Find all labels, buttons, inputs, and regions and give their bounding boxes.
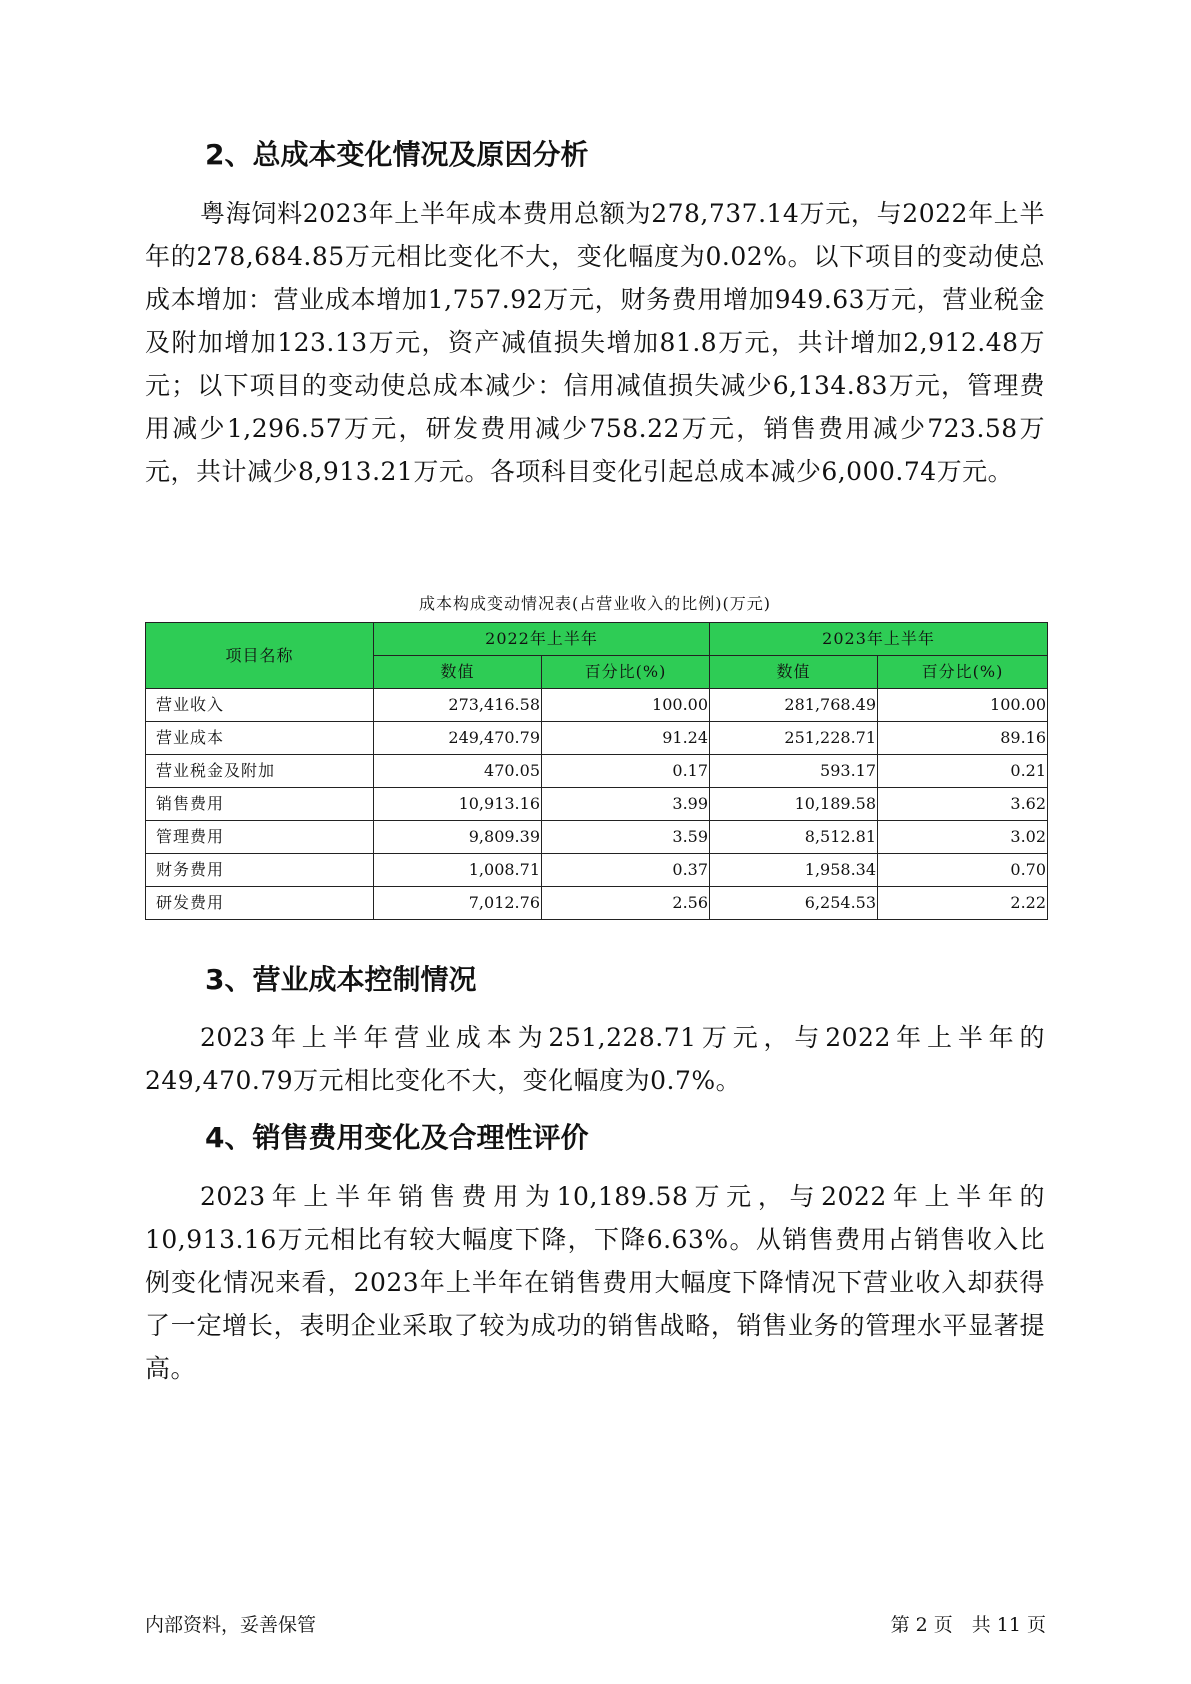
row-value-2023: 593.17 [710,755,878,788]
table-row [146,854,1048,887]
row-value-2023: 8,512.81 [710,821,878,854]
footer-confidential-note: 内部资料，妥善保管 [145,1614,317,1636]
row-name: 研发费用 [146,887,374,920]
table-row [146,689,1048,722]
row-pct-2022: 0.37 [542,854,710,887]
row-pct-2022: 2.56 [542,887,710,920]
row-name: 营业成本 [146,722,374,755]
row-name: 销售费用 [146,788,374,821]
section-2-paragraph: 粤海饲料2023年上半年成本费用总额为278,737.14万元，与2022年上半年的278,684.85万元相比变化不大，变化幅度为0.02%。以下项目的变动使总成本增加：营业成本增加1,757.92万元，财务费用增加949.63万元，营业税金及附加增加123.13万元，资产减值损失增加81.8万元，共计增加2,912.48万元；以下项目的变动使总成本减少：信用减值损失减少6,134.83万元，管理费用减少1,296.57万元，研发费用减少758.22万元，销售费用减少723.58万元，共计减少8,913.21万元。各项科目变化引起总成本减少6,000.74万元。 [145,199,1045,486]
section-3-paragraph: 2023年上半年营业成本为251,228.71万元，与2022年上半年的249,470.79万元相比变化不大，变化幅度为0.7%。 [145,1023,1045,1095]
row-value-2023: 10,189.58 [710,788,878,821]
table-header-row [146,623,1048,656]
row-pct-2023: 89.16 [878,722,1048,755]
row-value-2022: 1,008.71 [374,854,542,887]
row-value-2023: 6,254.53 [710,887,878,920]
footer-page-number: 第 2 页 共 11 页 [890,1614,1046,1636]
row-pct-2023: 3.02 [878,821,1048,854]
table-row [146,887,1048,920]
section-2-heading: 2、总成本变化情况及原因分析 [205,138,589,171]
row-pct-2022: 0.17 [542,755,710,788]
subheader-pct-2023: 百分比(%) [878,656,1048,689]
header-year-2022: 2022年上半年 [374,623,710,656]
subheader-pct-2022: 百分比(%) [542,656,710,689]
row-pct-2023: 3.62 [878,788,1048,821]
subheader-value-2023: 数值 [710,656,878,689]
row-pct-2023: 2.22 [878,887,1048,920]
table-row [146,755,1048,788]
row-pct-2022: 100.00 [542,689,710,722]
row-pct-2022: 3.99 [542,788,710,821]
row-pct-2022: 3.59 [542,821,710,854]
row-value-2022: 9,809.39 [374,821,542,854]
row-value-2022: 7,012.76 [374,887,542,920]
row-pct-2023: 100.00 [878,689,1048,722]
row-name: 财务费用 [146,854,374,887]
row-pct-2023: 0.70 [878,854,1048,887]
header-year-2023: 2023年上半年 [710,623,1048,656]
table-row [146,722,1048,755]
section-3-heading: 3、营业成本控制情况 [205,963,477,996]
row-value-2022: 470.05 [374,755,542,788]
row-name: 营业税金及附加 [146,755,374,788]
table-row [146,788,1048,821]
row-value-2023: 281,768.49 [710,689,878,722]
row-value-2023: 251,228.71 [710,722,878,755]
section-4-heading: 4、销售费用变化及合理性评价 [205,1121,589,1154]
table-row [146,821,1048,854]
row-value-2022: 249,470.79 [374,722,542,755]
row-value-2023: 1,958.34 [710,854,878,887]
row-value-2022: 273,416.58 [374,689,542,722]
table-caption: 成本构成变动情况表(占营业收入的比例)(万元) [419,594,771,613]
row-name: 管理费用 [146,821,374,854]
row-pct-2022: 91.24 [542,722,710,755]
subheader-value-2022: 数值 [374,656,542,689]
row-name: 营业收入 [146,689,374,722]
section-4-paragraph: 2023年上半年销售费用为10,189.58万元，与2022年上半年的10,913.16万元相比有较大幅度下降，下降6.63%。从销售费用占销售收入比例变化情况来看，2023年上半年在销售费用大幅度下降情况下营业收入却获得了一定增长，表明企业采取了较为成功的销售战略，销售业务的管理水平显著提高。 [145,1182,1045,1383]
cost-structure-table [145,622,1048,920]
row-value-2022: 10,913.16 [374,788,542,821]
row-pct-2023: 0.21 [878,755,1048,788]
header-item-name: 项目名称 [146,623,374,689]
